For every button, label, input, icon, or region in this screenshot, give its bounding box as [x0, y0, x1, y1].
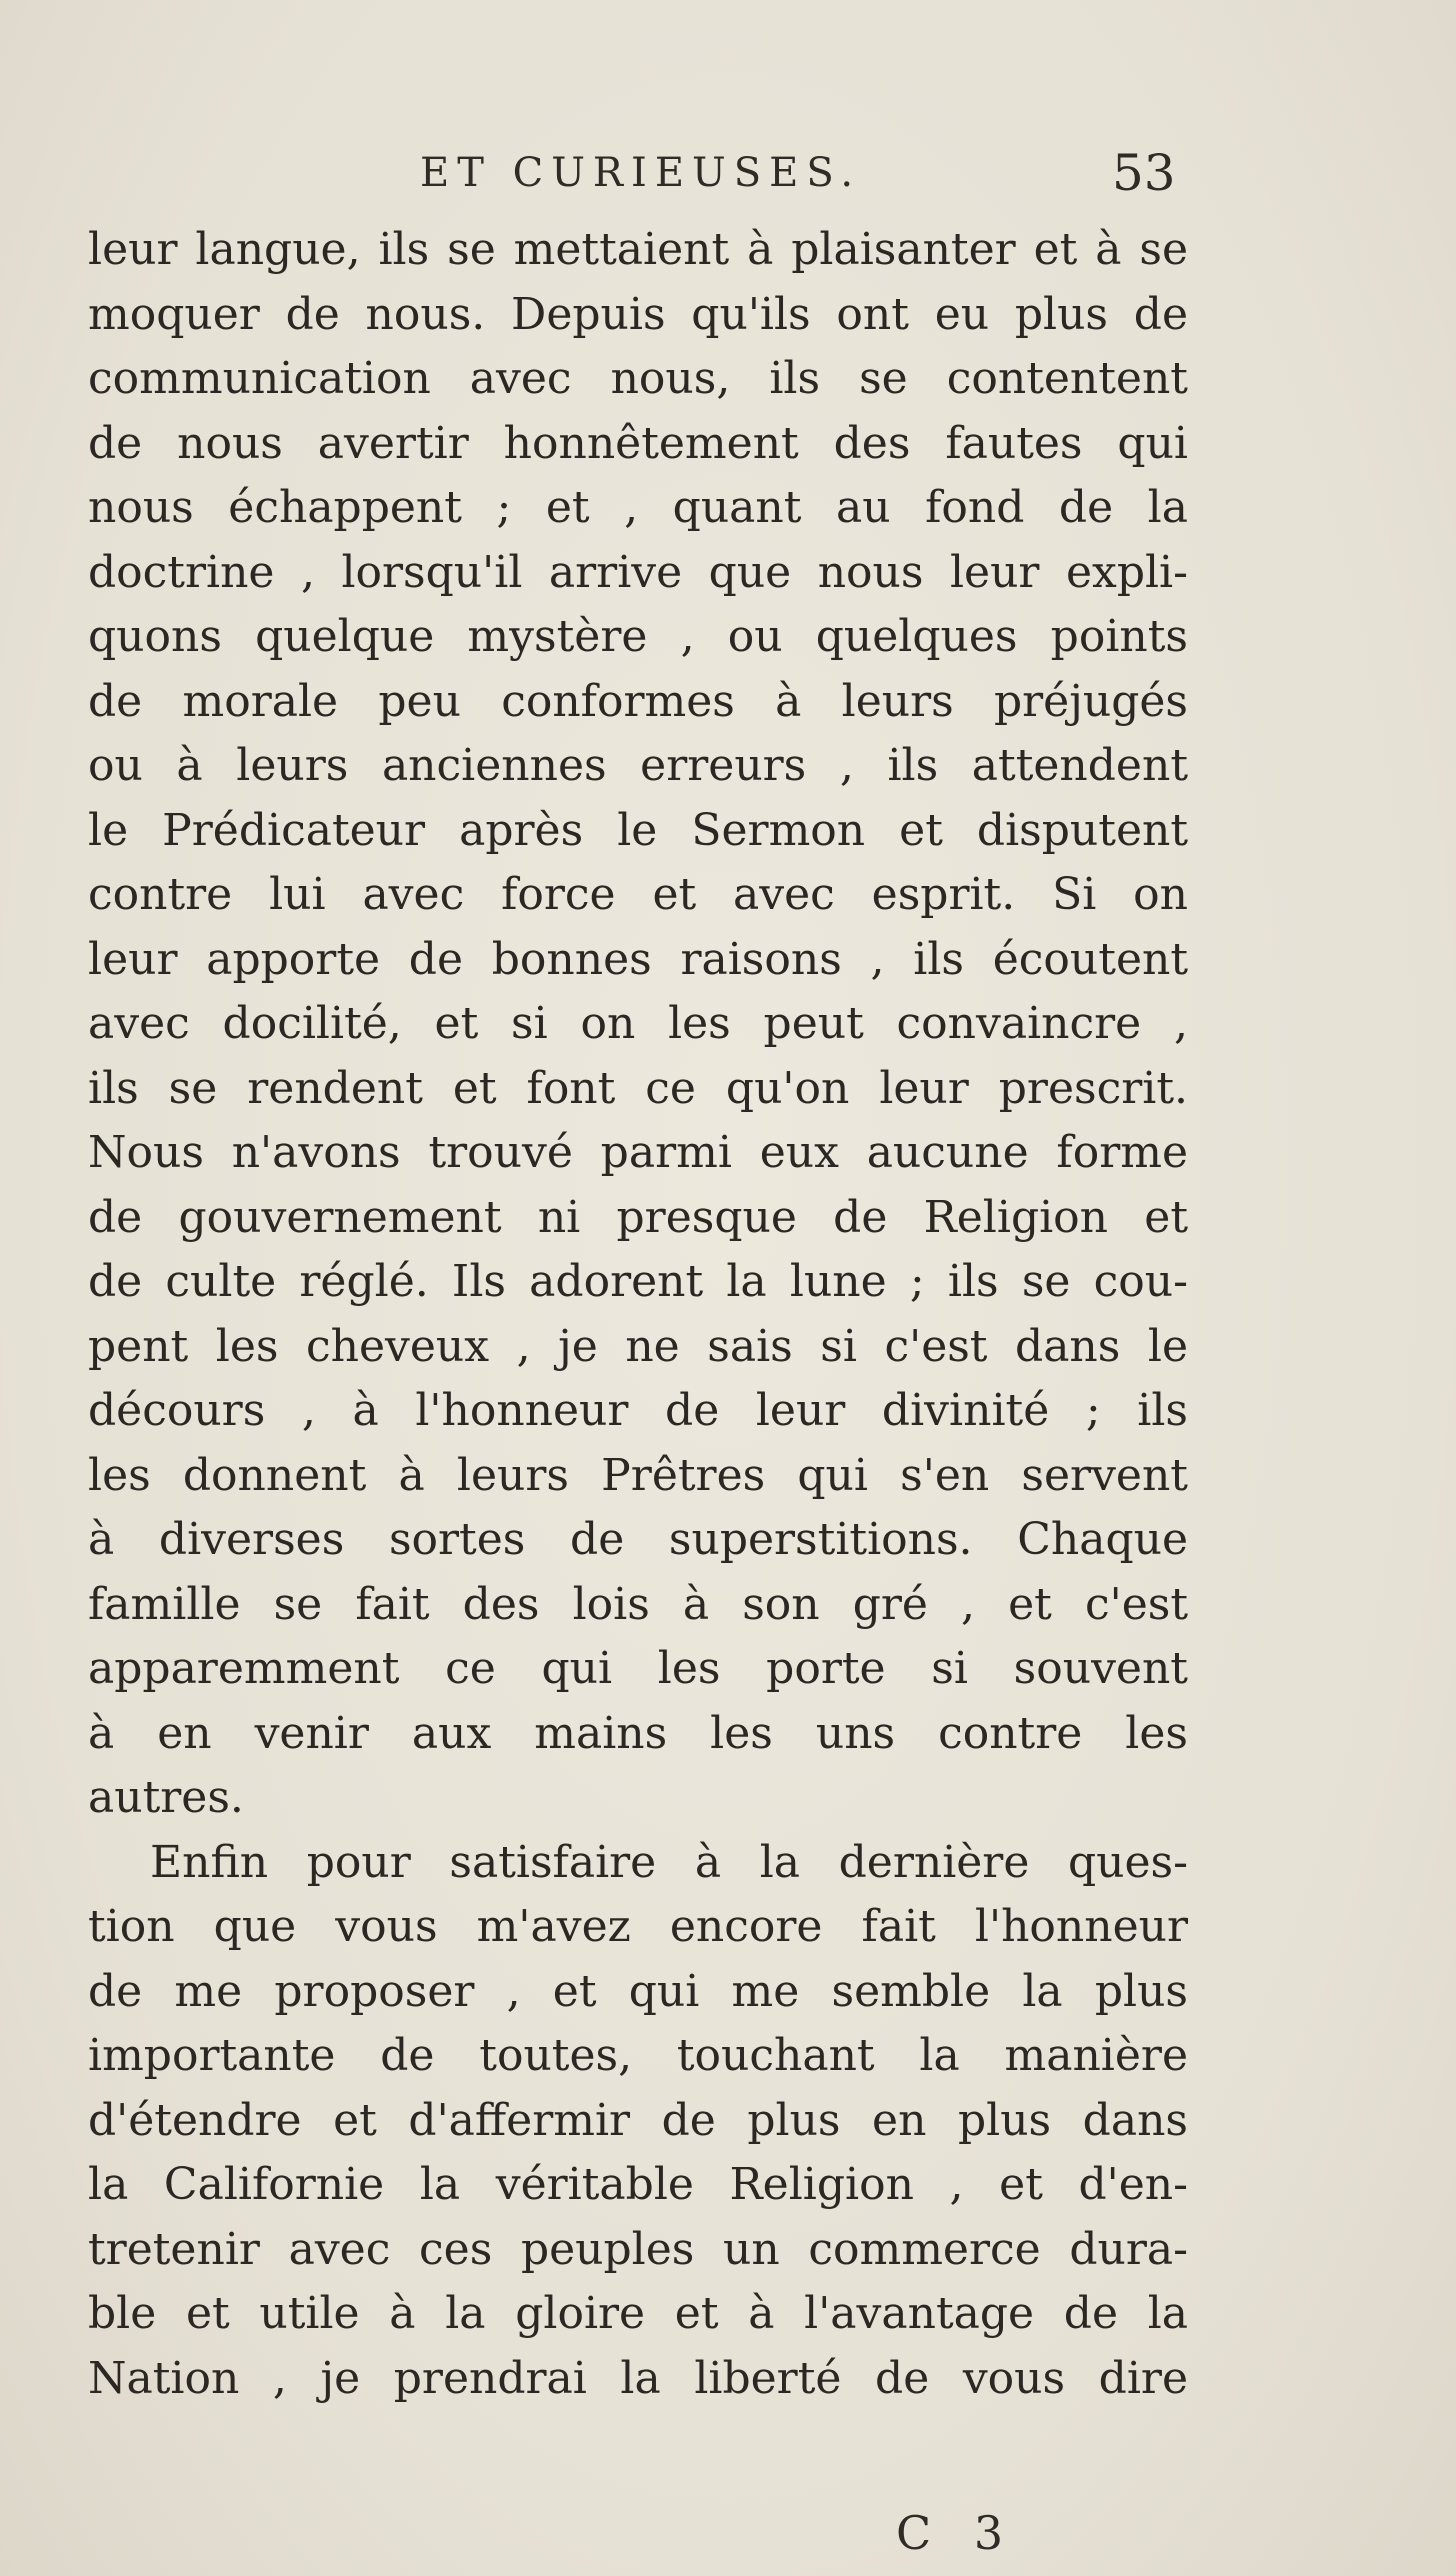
text-line: quons quelque mystère , ou quelques points — [88, 611, 1188, 662]
text-line: de nous avertir honnêtement des fautes qui — [88, 417, 1188, 469]
text-line: Nous n'avons trouvé parmi eux aucune forme — [88, 1127, 1188, 1178]
body-text — [88, 218, 1188, 2411]
text-line: de morale peu conformes à leurs préjugés — [88, 675, 1188, 727]
text-line: ou à leurs anciennes erreurs , ils attendent — [88, 740, 1188, 791]
text-line: à diverses sortes de superstitions. Chaque — [88, 1514, 1188, 1565]
text-line: contre lui avec force et avec esprit. Si on — [88, 869, 1188, 920]
text-line: la Californie la véritable Religion , et d'en- — [88, 2159, 1188, 2210]
text-line: importante de toutes, touchant la manière — [88, 2030, 1188, 2081]
text-line: leur langue, ils se mettaient à plaisanter et à se — [88, 224, 1188, 275]
text-line: communication avec nous, ils se contentent — [88, 353, 1188, 404]
paragraph-start-line: Enfin pour satisfaire à la dernière ques- — [150, 1836, 1188, 1888]
text-line: décours , à l'honneur de leur divinité ; ils — [88, 1385, 1188, 1436]
text-line: nous échappent ; et , quant au fond de la — [88, 482, 1188, 533]
paragraph-end-line: autres. — [88, 1772, 244, 1823]
text-line: le Prédicateur après le Sermon et disputent — [88, 804, 1188, 856]
text-line: les donnent à leurs Prêtres qui s'en servent — [88, 1449, 1188, 1501]
text-line: de me proposer , et qui me semble la plus — [88, 1965, 1188, 2017]
text-line: tretenir avec ces peuples un commerce dura- — [88, 2223, 1188, 2275]
text-line: à en venir aux mains les uns contre les — [88, 1707, 1188, 1759]
text-line: famille se fait des lois à son gré , et c'est — [88, 1578, 1188, 1630]
signature-mark: C 3 — [896, 2506, 1018, 2560]
text-line: de gouvernement ni presque de Religion et — [88, 1191, 1188, 1243]
text-line: doctrine , lorsqu'il arrive que nous leur expli- — [88, 546, 1188, 598]
text-line: de culte réglé. Ils adorent la lune ; ils se cou- — [88, 1256, 1188, 1307]
text-line: leur apporte de bonnes raisons , ils écoutent — [88, 933, 1188, 985]
text-line: moquer de nous. Depuis qu'ils ont eu plus de — [88, 288, 1188, 340]
text-line: d'étendre et d'affermir de plus en plus dans — [88, 2094, 1188, 2146]
running-title: ET CURIEUSES. — [420, 150, 862, 196]
page-number: 53 — [1112, 144, 1176, 202]
text-line: ils se rendent et font ce qu'on leur prescrit. — [88, 1062, 1188, 1114]
text-line: ble et utile à la gloire et à l'avantage de la — [88, 2288, 1188, 2339]
text-line: apparemment ce qui les porte si souvent — [88, 1643, 1188, 1694]
text-line: pent les cheveux , je ne sais si c'est dans le — [88, 1320, 1188, 1372]
running-head — [0, 144, 1456, 210]
text-line: avec docilité, et si on les peut convaincre , — [88, 998, 1188, 1049]
text-line: tion que vous m'avez encore fait l'honneur — [88, 1901, 1188, 1952]
text-line: Nation , je prendrai la liberté de vous dire — [88, 2352, 1188, 2404]
